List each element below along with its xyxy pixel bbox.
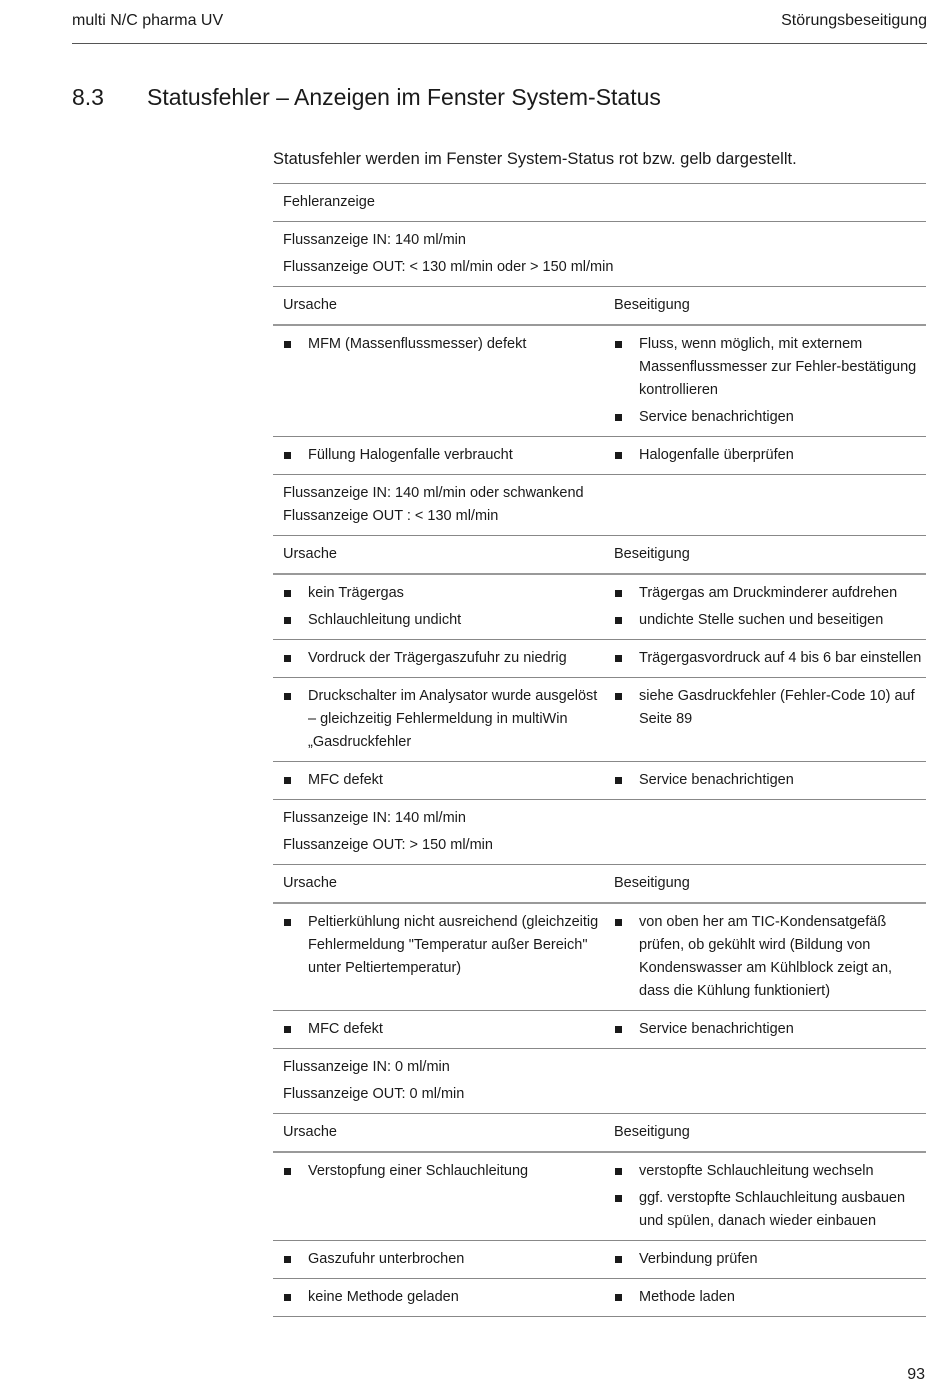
remedy-cell (604, 904, 926, 1010)
cause-cell (273, 326, 604, 436)
page-number: 93 (907, 1366, 925, 1383)
cause-text: Füllung Halogenfalle verbraucht (308, 447, 513, 463)
cause-text: Peltierkühlung nicht ausreichend (gleichzeitig Fehlermeldung "Temperatur außer Bereich" unter Peltiertemperatur) (308, 914, 599, 976)
bullet-square-icon (615, 1195, 622, 1202)
flow-display-line: Flussanzeige OUT: > 150 ml/min (283, 837, 493, 853)
flow-display-line: Flussanzeige IN: 140 ml/min oder schwankend (283, 485, 584, 501)
cause-cell (273, 437, 604, 474)
header-chapter-name: Störungsbeseitigung (781, 12, 927, 29)
flow-display-row (273, 1049, 926, 1114)
bullet-square-icon (284, 919, 291, 926)
remedy-text: Trägergas am Druckminderer aufdrehen (639, 585, 898, 601)
table-row (273, 1153, 926, 1241)
remedy-text: Trägergasvordruck auf 4 bis 6 bar einstellen (639, 650, 922, 666)
remedy-item (614, 911, 926, 1003)
remedy-cell (604, 1241, 926, 1278)
flow-display-line: Flussanzeige OUT: < 130 ml/min oder > 150 ml/min (283, 259, 614, 275)
remedy-text: Methode laden (639, 1289, 735, 1305)
remedy-text: Halogenfalle überprüfen (639, 447, 794, 463)
cause-cell (273, 1011, 604, 1048)
remedy-item (614, 406, 926, 429)
column-header-cause: Ursache (283, 297, 337, 313)
cause-cell (273, 575, 604, 639)
table-row (273, 1241, 926, 1279)
column-header-remedy: Beseitigung (614, 297, 690, 313)
column-header-cause: Ursache (283, 546, 337, 562)
cause-text: Vordruck der Trägergaszufuhr zu niedrig (308, 650, 567, 666)
remedy-cell (604, 1011, 926, 1048)
bullet-square-icon (284, 452, 291, 459)
cause-cell (273, 904, 604, 1010)
remedy-text: verstopfte Schlauchleitung wechseln (639, 1163, 874, 1179)
cause-item (283, 769, 604, 792)
remedy-text: Service benachrichtigen (639, 1021, 794, 1037)
remedy-cell (604, 678, 926, 761)
flow-display-line: Flussanzeige IN: 140 ml/min (283, 810, 466, 826)
remedy-text: ggf. verstopfte Schlauchleitung ausbauen und spülen, danach wieder einbauen (639, 1190, 906, 1229)
cause-item (283, 1286, 604, 1309)
header-product-name: multi N/C pharma UV (72, 12, 224, 29)
table-heading-row (273, 184, 926, 222)
bullet-square-icon (284, 1256, 291, 1263)
section-heading-text: Statusfehler – Anzeigen im Fenster System-Status (147, 84, 661, 110)
bullet-square-icon (284, 590, 291, 597)
column-header-row (273, 1114, 926, 1153)
bullet-square-icon (615, 693, 622, 700)
bullet-square-icon (615, 341, 622, 348)
flow-display-line: Flussanzeige IN: 0 ml/min (283, 1059, 450, 1075)
cause-text: MFM (Massenflussmesser) defekt (308, 336, 527, 352)
table-row (273, 575, 926, 640)
table-row (273, 904, 926, 1011)
table-row (273, 1011, 926, 1049)
column-header-row (273, 536, 926, 575)
bullet-square-icon (615, 590, 622, 597)
flow-display-line: Flussanzeige OUT : < 130 ml/min (283, 508, 499, 524)
table-row (273, 678, 926, 762)
table-row (273, 640, 926, 678)
page-header (72, 12, 927, 44)
error-table (273, 183, 926, 1317)
column-header-row (273, 865, 926, 904)
bullet-square-icon (615, 452, 622, 459)
bullet-square-icon (615, 919, 622, 926)
remedy-item (614, 1187, 926, 1233)
bullet-square-icon (284, 1026, 291, 1033)
cause-text: Druckschalter im Analysator wurde ausgelöst – gleichzeitig Fehlermeldung in multiWin „Gasdruckfehler (308, 688, 598, 750)
bullet-square-icon (615, 414, 622, 421)
intro-paragraph: Statusfehler werden im Fenster System-Status rot bzw. gelb dargestellt. (273, 150, 797, 168)
remedy-cell (604, 640, 926, 677)
column-header-remedy: Beseitigung (614, 875, 690, 891)
column-header-remedy: Beseitigung (614, 1124, 690, 1140)
cause-item (283, 444, 604, 467)
bullet-square-icon (284, 655, 291, 662)
bullet-square-icon (615, 617, 622, 624)
cause-item (283, 582, 604, 605)
remedy-item (614, 1160, 926, 1183)
bullet-square-icon (284, 617, 291, 624)
bullet-square-icon (284, 777, 291, 784)
cause-cell (273, 1279, 604, 1316)
remedy-text: Fluss, wenn möglich, mit externem Massenflussmesser zur Fehler-bestätigung kontrollieren (639, 336, 917, 398)
bullet-square-icon (615, 655, 622, 662)
cause-item (283, 1018, 604, 1041)
table-row (273, 1279, 926, 1317)
bullet-square-icon (615, 1294, 622, 1301)
table-row (273, 762, 926, 800)
cause-text: MFC defekt (308, 1021, 383, 1037)
remedy-text: Service benachrichtigen (639, 409, 794, 425)
remedy-text: Verbindung prüfen (639, 1251, 758, 1267)
bullet-square-icon (615, 1026, 622, 1033)
table-heading: Fehleranzeige (283, 194, 375, 210)
cause-text: Schlauchleitung undicht (308, 612, 462, 628)
bullet-square-icon (284, 1294, 291, 1301)
cause-item (283, 609, 604, 632)
remedy-text: undichte Stelle suchen und beseitigen (639, 612, 884, 628)
flow-display-row (273, 222, 926, 287)
remedy-cell (604, 1279, 926, 1316)
column-header-cause: Ursache (283, 875, 337, 891)
bullet-square-icon (284, 341, 291, 348)
bullet-square-icon (615, 777, 622, 784)
remedy-item (614, 582, 926, 605)
cause-item (283, 911, 604, 980)
cause-item (283, 1248, 604, 1271)
remedy-text: siehe Gasdruckfehler (Fehler-Code 10) auf Seite 89 (639, 688, 915, 727)
cause-text: Verstopfung einer Schlauchleitung (308, 1163, 529, 1179)
cause-cell (273, 640, 604, 677)
cause-cell (273, 678, 604, 761)
remedy-cell (604, 326, 926, 436)
flow-display-row (273, 800, 926, 865)
cause-cell (273, 762, 604, 799)
flow-display-line: Flussanzeige IN: 140 ml/min (283, 232, 466, 248)
cause-text: Gaszufuhr unterbrochen (308, 1251, 465, 1267)
flow-display-row (273, 475, 926, 536)
table-row (273, 326, 926, 437)
remedy-item (614, 769, 926, 792)
section-number: 8.3 (72, 84, 104, 110)
table-row (273, 437, 926, 475)
remedy-item (614, 685, 926, 731)
cause-text: kein Trägergas (308, 585, 404, 601)
remedy-text: Service benachrichtigen (639, 772, 794, 788)
remedy-cell (604, 762, 926, 799)
cause-item (283, 1160, 604, 1183)
remedy-item (614, 444, 926, 467)
bullet-square-icon (284, 1168, 291, 1175)
remedy-item (614, 609, 926, 632)
cause-cell (273, 1241, 604, 1278)
remedy-item (614, 1018, 926, 1041)
remedy-item (614, 1248, 926, 1271)
cause-text: MFC defekt (308, 772, 383, 788)
remedy-cell (604, 1153, 926, 1240)
remedy-cell (604, 575, 926, 639)
remedy-text: von oben her am TIC-Kondensatgefäß prüfen, ob gekühlt wird (Bildung von Kondenswasser am Kühlblock zeigt an, dass die Kühlung funktioniert) (639, 914, 893, 999)
bullet-square-icon (615, 1168, 622, 1175)
cause-text: keine Methode geladen (308, 1289, 459, 1305)
cause-item (283, 333, 604, 356)
column-header-cause: Ursache (283, 1124, 337, 1140)
cause-cell (273, 1153, 604, 1240)
remedy-item (614, 647, 926, 670)
cause-item (283, 647, 604, 670)
section-title (72, 84, 661, 111)
column-header-row (273, 287, 926, 326)
column-header-remedy: Beseitigung (614, 546, 690, 562)
cause-item (283, 685, 604, 754)
remedy-cell (604, 437, 926, 474)
remedy-item (614, 333, 926, 402)
remedy-item (614, 1286, 926, 1309)
flow-display-line: Flussanzeige OUT: 0 ml/min (283, 1086, 465, 1102)
bullet-square-icon (284, 693, 291, 700)
bullet-square-icon (615, 1256, 622, 1263)
